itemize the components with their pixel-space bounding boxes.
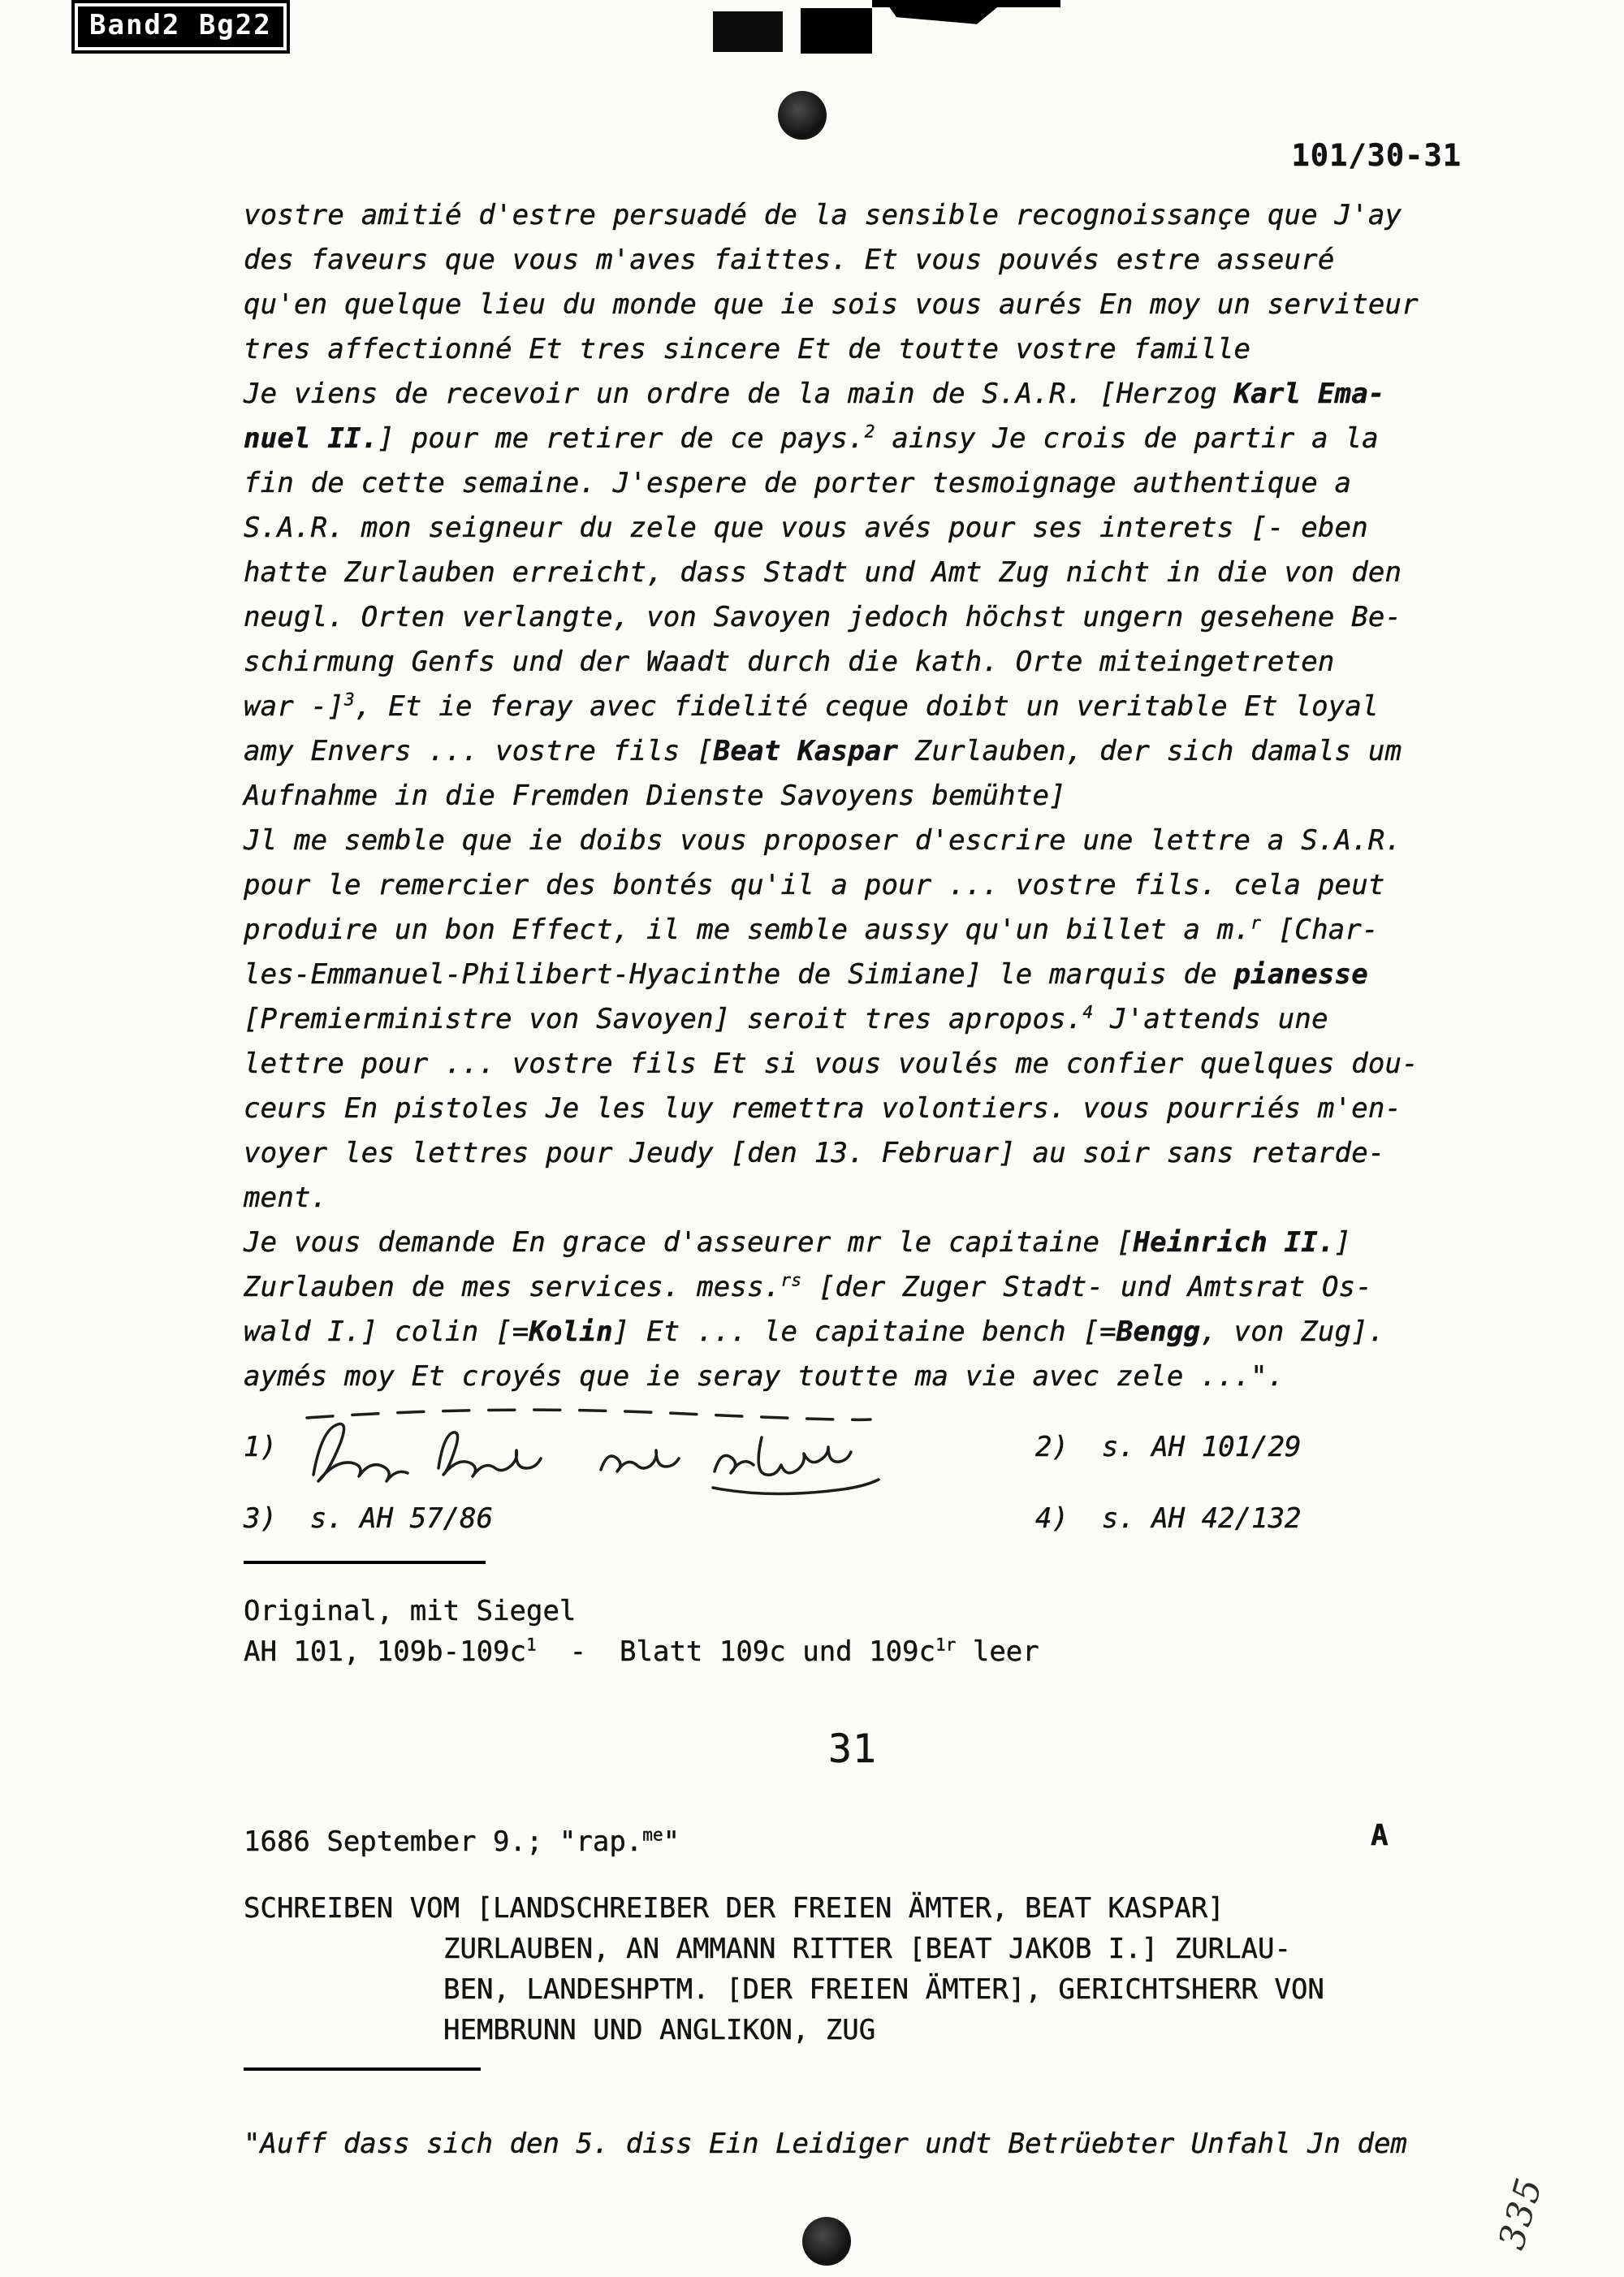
punch-hole-top — [778, 91, 827, 140]
text-line: les-Emmanuel-Philibert-Hyacinthe de Simiane] le marquis de pianesse — [244, 958, 1368, 991]
footnote-4: 4) s. AH 42/132 — [1035, 1502, 1302, 1535]
text-line: BEN, LANDESHPTM. [DER FREIEN ÄMTER], GERICHTSHERR VON — [443, 1973, 1324, 2006]
text-line: Aufnahme in die Fremden Dienste Savoyens bemühte] — [244, 780, 1066, 812]
document-heading — [244, 1888, 1494, 2050]
punch-hole-bottom — [802, 2217, 851, 2266]
text-line: tres affectionné Et tres sincere Et de toutte vostre famille — [244, 333, 1251, 365]
handwriting-word-stroke — [715, 1437, 851, 1475]
archive-band-label: Band2 Bg22 — [78, 6, 283, 47]
scan-artifact-mark — [801, 8, 872, 54]
document-series-letter: A — [1371, 1819, 1389, 1852]
footnote-2: 2) s. AH 101/29 — [1035, 1431, 1302, 1463]
text-line: Jl me semble que ie doibs vous proposer d'escrire une lettre a S.A.R. — [244, 824, 1402, 857]
source-note-line2: AH 101, $109b-109c^1$ - Blatt 109c und $109c^{1r}$ leer — [244, 1634, 1039, 1668]
text-line: fin de cette semaine. J'espere de porter tesmoignage authentique a — [244, 467, 1352, 499]
handwriting-word-stroke — [438, 1432, 541, 1476]
handwriting-word-stroke — [601, 1450, 679, 1471]
text-line: lettre pour ... vostre fils Et si vous voulés me confier quelques dou- — [244, 1048, 1419, 1080]
text-line: Je viens de recevoir un ordre de la main de S.A.R. [Herzog Karl Ema- — [244, 378, 1385, 410]
text-line: Zurlauben de mes services. mess.$^{rs}$ [der Zuger Stadt- und Amtsrat Os- — [244, 1269, 1372, 1303]
text-line: neugl. Orten verlangte, von Savoyen jedoch höchst ungern gesehene Be- — [244, 601, 1402, 633]
text-line: des faveurs que vous m'aves faittes. Et vous pouvés estre asseuré — [244, 244, 1335, 276]
text-line: [Premierministre von Savoyen] seroit tres apropos.$^4$ J'attends une — [244, 1001, 1328, 1035]
scan-artifact-mark — [713, 11, 783, 52]
handwriting-underline-flourish — [713, 1480, 879, 1494]
handwriting-word-stroke — [313, 1424, 408, 1481]
text-line: voyer les lettres pour Jeudy [den 13. Februar] au soir sans retarde- — [244, 1137, 1385, 1169]
text-line: nuel II.] pour me retirer de ce pays.$^2$ ainsy Je crois de partir a la — [244, 421, 1379, 455]
separator-rule — [244, 1561, 486, 1564]
handwritten-folio-number: 335 — [1491, 2172, 1551, 2254]
document-number: 31 — [828, 1726, 877, 1772]
text-line: schirmung Genfs und der Waadt durch die kath. Orte miteingetreten — [244, 646, 1335, 678]
document-quote-line: "Auff dass sich den 5. diss Ein Leidiger undt Betrüebter Unfahl Jn dem — [244, 2128, 1407, 2160]
text-line: produire un bon Effect, il me semble aussy qu'un billet a m.$^r$ [Char- — [244, 912, 1379, 946]
handwritten-footnote-annotation — [302, 1405, 903, 1498]
document-date-line: 1686 September 9.; "rap.$^{me}$" — [244, 1824, 680, 1858]
source-note-line1: Original, mit Siegel — [244, 1595, 577, 1627]
separator-rule — [244, 2067, 481, 2071]
letter-transcription — [244, 193, 1494, 1399]
text-line: SCHREIBEN VOM [LANDSCHREIBER DER FREIEN ÄMTER, BEAT KASPAR] — [244, 1892, 1224, 1925]
text-line: pour le remercier des bontés qu'il a pour ... vostre fils. cela peut — [244, 869, 1385, 901]
text-line: hatte Zurlauben erreicht, dass Stadt und Amt Zug nicht in die von den — [244, 556, 1402, 589]
text-line: vostre amitié d'estre persuadé de la sensible recognoissançe que J'ay — [244, 199, 1402, 231]
text-line: aymés moy Et croyés que ie seray toutte ma vie avec zele ...". — [244, 1360, 1285, 1393]
text-line: amy Envers ... vostre fils [Beat Kaspar Zurlauben, der sich damals um — [244, 735, 1402, 767]
footnote-1-marker: 1) — [244, 1431, 277, 1463]
text-line: ZURLAUBEN, AN AMMANN RITTER [BEAT JAKOB I.] ZURLAU- — [443, 1933, 1291, 1965]
text-line: HEMBRUNN UND ANGLIKON, ZUG — [443, 2014, 876, 2046]
footnote-3: 3) s. AH 57/86 — [244, 1502, 494, 1535]
scan-artifact-streak — [872, 0, 1060, 7]
text-line: ceurs En pistoles Je les luy remettra volontiers. vous pourriés m'en- — [244, 1092, 1402, 1125]
text-line: Je vous demande En grace d'asseurer mr le capitaine [Heinrich II.] — [244, 1226, 1352, 1259]
text-line: qu'en quelque lieu du monde que ie sois vous aurés En moy un serviteur — [244, 288, 1419, 321]
handwriting-dash-strokes — [307, 1410, 870, 1419]
text-line: war -]$^3$, Et ie feray avec fidelité ceque doibt un veritable Et loyal — [244, 689, 1379, 723]
text-line: wald I.] colin [=Kolin] Et ... le capitaine bench [=Bengg, von Zug]. — [244, 1316, 1385, 1348]
page-reference: 101/30-31 — [1291, 138, 1462, 173]
text-line: ment. — [244, 1182, 328, 1214]
text-line: S.A.R. mon seigneur du zele que vous avés pour ses interets [- eben — [244, 512, 1368, 544]
